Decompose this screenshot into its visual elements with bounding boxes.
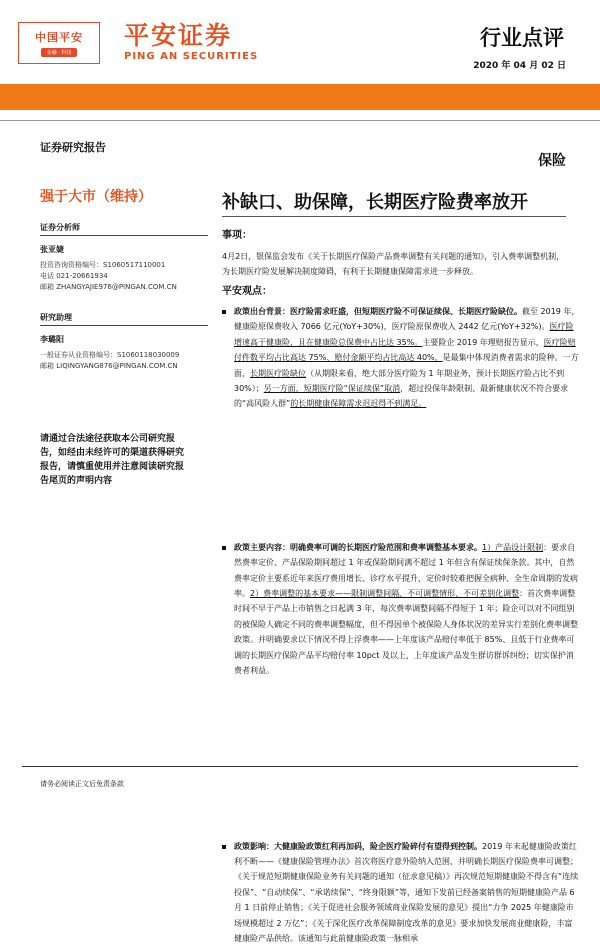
brand-logo bbox=[124, 22, 258, 62]
brand-name-cn: 平安证券 bbox=[124, 22, 258, 50]
assistant-license: 一般证券从业资格编号：S1060118030009 bbox=[40, 350, 208, 361]
bullet-2-underline-b: 2）费率调整的基本要求——限制调整间隔、不可调整情形、不可差别化调整 bbox=[250, 589, 519, 598]
bullet-policy-impact bbox=[222, 839, 580, 946]
bullet-2-text-b: ：首次费率调整时间不早于产品上市销售之日起满 3 年，每次费率调整间隔不得短于 1 年；险企可以对不同组别的被保险人确定不同的费率调整幅度，但不得因单个被保险人身体状况的差异实行差别化费率调整政策。并明确要求以下情况不得上浮费率——上年度该产品赔付率低于 85%、且低于行业费率可调的长期医疗保险产品平均赔付率 10pct 及以上，上年度该产品发生群访群诉纠纷；切实保护消费者利益。 bbox=[234, 589, 578, 675]
bullet-1-text-d: （从期限来看，绝大部分医疗险为 1 年期业务，预计长期医疗险占比不到 30%）； bbox=[234, 369, 564, 393]
bullet-1-text-b: 主要险企 2019 年理赔报告显示， bbox=[422, 338, 543, 347]
disclaimer-note: 请通过合法途径获取本公司研究报告，如经由未经许可的渠道获得研究报告，请慎重使用并注意阅读研究报告尾页的声明内容 bbox=[40, 432, 190, 488]
bullet-marker bbox=[222, 310, 226, 314]
bullet-3-lead: 政策影响：大健康险政策红利再加码，险企医疗险碎付有望得到控制。 bbox=[234, 842, 482, 851]
analyst-name: 张亚婕 bbox=[40, 244, 208, 255]
report-title: 补缺口、助保障，长期医疗险费率放开 bbox=[222, 188, 528, 214]
analyst-phone: 电话 021-20661934 bbox=[40, 271, 208, 282]
events-text: 4月2日，银保监会发布《关于长期医疗保险产品费率调整有关问题的通知》，引入费率调整机制，为长期医疗险发展解决制度障碍，有利于长期健康保障需求进一步释放。 bbox=[222, 249, 568, 279]
events-heading: 事项： bbox=[222, 226, 568, 241]
views-heading: 平安观点： bbox=[222, 282, 568, 297]
rating-label: 强于大市（维持） bbox=[40, 186, 152, 206]
bullet-1-underline-c: 长期医疗险缺位 bbox=[250, 369, 306, 378]
assistant-heading: 研究助理 bbox=[40, 312, 208, 326]
bullet-marker bbox=[222, 845, 226, 849]
bullet-3-text: 2019 年末起健康险政策红利不断——《健康保险管理办法》首次将医疗意外险纳入范围，并明确长期医疗保险费率可调整；《关于规范短期健康保险业务有关问题的通知（征求意见稿）》再次规范短期健康险不得含有“连续投保”、“自动续保”、“承诺续保”、“终身限额”等，通知下发前已经备案销售的短期健康险产品 6 月 1 日前停止销售；《关于促进社会服务领域商业保险发展的意见》提出“力争 2025 年健康险市场规模超过 2 万亿”；《关于深化医疗改革保障制度改革的意见》要求加快发展商业健康险，丰富健康险产品供给。该通知与此前健康险政策一脉相承 bbox=[234, 842, 578, 943]
bullet-1-underline-a: 医疗险增速高于健康险，且在健康险总保费中占比达 35%。 bbox=[234, 322, 574, 346]
footer-note: 请务必阅读正文后免责条款 bbox=[40, 779, 124, 789]
views-section bbox=[222, 282, 568, 297]
footer-divider bbox=[22, 766, 578, 767]
report-type: 行业点评 bbox=[480, 22, 564, 52]
analyst-license: 投资咨询资格编号：S1060517110001 bbox=[40, 260, 208, 271]
bullet-1-underline-b: 医疗险赔付件数平均占比高达 75%、赔付金额平均占比高达 40%， bbox=[234, 338, 576, 362]
bullet-2-lead: 政策主要内容：明确费率可调的长期医疗险范围和费率调整基本要求。 bbox=[234, 543, 482, 552]
header-band bbox=[0, 84, 600, 110]
bullet-1-text-c: 是最集中体现消费者需求的险种。一方面， bbox=[234, 353, 579, 377]
assistant-email: 邮箱 LIQINGYANG876@PINGAN.COM.CN bbox=[40, 361, 208, 372]
bullet-background bbox=[222, 304, 580, 412]
group-logo-sub: 金融 · 科技 bbox=[41, 48, 78, 57]
bullet-policy-content bbox=[222, 540, 580, 679]
bullet-marker bbox=[222, 546, 226, 550]
analyst-email: 邮箱 ZHANGYAJIE976@PINGAN.COM.CN bbox=[40, 282, 208, 293]
bullet-1-lead: 政策出台背景：医疗险需求旺盛，但短期医疗险不可保证续保、长期医疗险缺位。 bbox=[234, 307, 522, 316]
events-section bbox=[222, 226, 568, 279]
bullet-2-text-a: ：要求自然费率定价、产品保险期间超过 1 年或保险期间满不超过 1 年但含有保证续保条款。其中，自然费率定价主要系近年来医疗费用增长、诊疗水平提升，定价时较难把握全病种、全生命周期的发病率。 bbox=[234, 543, 578, 598]
analyst-heading: 证券分析师 bbox=[40, 222, 208, 236]
bullet-1-text-a: 截至 2019 年，健康险原保费收入 7066 亿元(YoY+30%)，医疗险原保费收入 2442 亿元(YoY+32%)。 bbox=[234, 307, 579, 331]
industry-label: 保险 bbox=[538, 150, 566, 170]
header-divider bbox=[0, 120, 600, 121]
bullet-2-underline-a: 1）产品设计限制 bbox=[482, 543, 543, 552]
analyst-block bbox=[40, 222, 208, 293]
bullet-1-underline-e: 的长期健康保障需求迟迟得不到满足。 bbox=[290, 399, 426, 408]
assistant-name: 李璐阳 bbox=[40, 334, 208, 345]
bullet-1-underline-d: 另一方面，短期医疗险“保证续保”取消 bbox=[264, 384, 400, 393]
assistant-block bbox=[40, 312, 208, 372]
group-logo-text: 中国平安 bbox=[35, 29, 83, 45]
report-date: 2020 年 04 月 02 日 bbox=[473, 58, 566, 71]
brand-name-en: PING AN SECURITIES bbox=[124, 51, 258, 62]
title-divider bbox=[222, 216, 566, 217]
bullet-1-text-e: ，超过投保年龄限制、最新健康状况不符合要求的“高风险人群” bbox=[234, 384, 568, 408]
group-logo bbox=[18, 22, 100, 64]
report-category: 证券研究报告 bbox=[40, 139, 106, 155]
